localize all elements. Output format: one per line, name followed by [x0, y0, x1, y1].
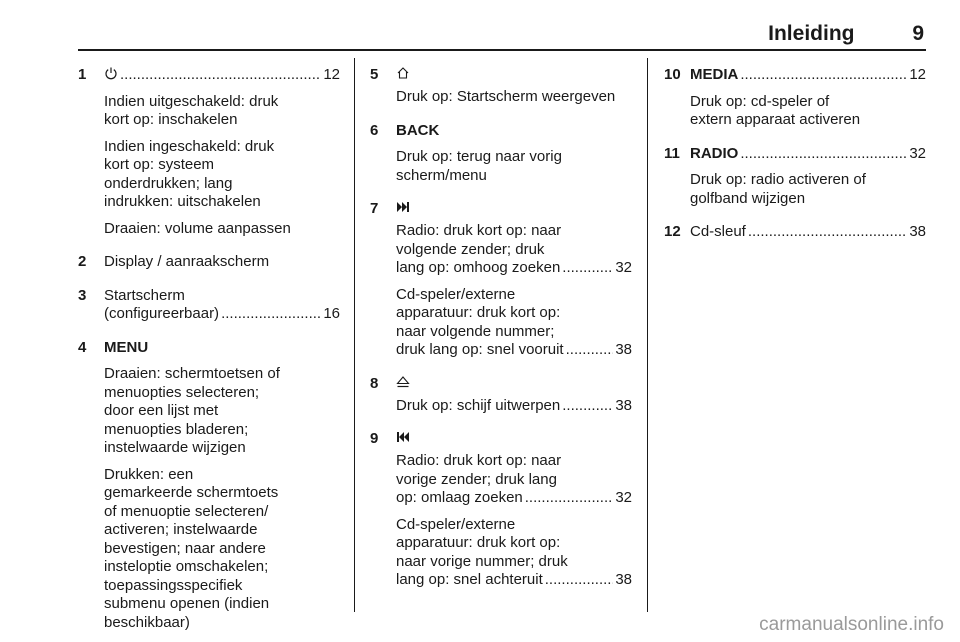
entry-1 — [78, 58, 340, 238]
page-reference[interactable]: 32 — [909, 144, 926, 162]
entry-number: 10 — [664, 66, 681, 83]
description — [78, 365, 340, 458]
text-line: Indien uitgeschakeld: druk — [104, 92, 279, 110]
text-line: druk lang op: snel vooruit — [396, 341, 564, 358]
text-line: Drukken: een — [104, 465, 194, 483]
entry-text: Cd-sleuf — [690, 223, 746, 240]
description — [370, 88, 632, 107]
description — [78, 93, 340, 130]
text-line: Druk op: terug naar vorig — [396, 148, 562, 165]
description — [370, 222, 632, 278]
text-line: gemarkeerde schermtoets — [104, 484, 279, 501]
text-line: door een lijst met — [104, 402, 219, 419]
entry-number: 1 — [78, 66, 87, 83]
description — [664, 171, 926, 208]
page-reference[interactable]: 32 — [615, 259, 632, 276]
button-label: MENU — [104, 338, 149, 356]
text-line: naar volgende nummer; — [396, 322, 555, 340]
text-line: vorige zender; druk lang — [396, 470, 557, 488]
text-line: Cd-speler/externe — [396, 515, 516, 533]
page-reference[interactable]: 16 — [323, 305, 340, 322]
entry-text: Startscherm — [104, 286, 185, 304]
entry-number: 6 — [370, 121, 379, 139]
entry-number: 3 — [78, 286, 87, 304]
entry-number: 12 — [664, 223, 681, 240]
page-reference[interactable]: 32 — [615, 489, 632, 506]
text-line: scherm/menu — [396, 166, 487, 184]
description — [78, 220, 340, 239]
text-line: Draaien: schermtoetsen of — [104, 365, 280, 382]
watermark: carmanualsonline.info — [759, 614, 944, 635]
column-3 — [664, 58, 926, 249]
description — [664, 93, 926, 130]
button-label: BACK — [396, 121, 440, 139]
page-reference[interactable]: 38 — [615, 571, 632, 588]
text-line: submenu openen (indien — [104, 595, 270, 612]
column-divider-2 — [647, 58, 648, 612]
page-header — [768, 22, 924, 46]
text-line: Cd-speler/externe — [396, 285, 516, 303]
next-track-icon — [396, 200, 410, 214]
text-line: Druk op: cd-speler of — [690, 92, 830, 110]
text-line: activeren; instelwaarde — [104, 521, 258, 538]
text-line: golfband wijzigen — [690, 189, 806, 207]
entry-10 — [664, 58, 926, 130]
entry-9 — [370, 422, 632, 590]
eject-icon — [396, 375, 410, 389]
text-line: lang op: omhoog zoeken — [396, 259, 561, 276]
power-icon — [104, 66, 118, 80]
text-line: Radio: druk kort op: naar — [396, 452, 562, 469]
page-reference[interactable]: 12 — [909, 66, 926, 83]
page-reference[interactable]: 12 — [323, 66, 340, 83]
entry-2 — [78, 245, 340, 272]
entry-number: 2 — [78, 253, 87, 270]
text-line: of menuoptie selecteren/ — [104, 502, 269, 520]
text-line: op: omlaag zoeken — [396, 489, 523, 506]
text-line: onderdrukken; lang — [104, 174, 233, 192]
text-line: Draaien: volume aanpassen — [104, 219, 291, 237]
entry-7 — [370, 192, 632, 360]
description — [370, 452, 632, 508]
text-line: menuopties selecteren; — [104, 383, 260, 401]
text-line: instelwaarde wijzigen — [104, 439, 246, 456]
home-icon — [396, 66, 410, 80]
text-line: kort op: systeem — [104, 156, 215, 173]
text-line: kort op: inschakelen — [104, 111, 238, 128]
text-line: lang op: snel achteruit — [396, 571, 543, 588]
entry-text: (configureerbaar) — [104, 305, 220, 322]
entry-number: 9 — [370, 430, 379, 447]
description — [370, 148, 632, 185]
previous-track-icon — [396, 430, 410, 444]
text-line: indrukken: uitschakelen — [104, 193, 261, 210]
description — [370, 516, 632, 590]
entry-4 — [78, 331, 340, 633]
entry-number: 5 — [370, 66, 379, 83]
column-1 — [78, 58, 340, 639]
text-line: Radio: druk kort op: naar — [396, 222, 562, 239]
column-2 — [370, 58, 632, 597]
text-line: insteloptie omschakelen; — [104, 558, 269, 575]
entry-8 — [370, 367, 632, 416]
text-line: apparatuur: druk kort op: — [396, 534, 561, 551]
header-rule — [78, 49, 926, 51]
entry-number: 8 — [370, 374, 379, 392]
entry-11 — [664, 137, 926, 209]
page-number: 9 — [912, 22, 924, 45]
text-line: menuopties bladeren; — [104, 420, 249, 438]
text-line: volgende zender; druk — [396, 240, 545, 258]
text-line: naar vorige nummer; druk — [396, 552, 568, 570]
page-reference[interactable]: 38 — [909, 223, 926, 240]
page-reference[interactable]: 38 — [615, 341, 632, 358]
page-reference[interactable]: 38 — [615, 396, 632, 414]
text-line: Druk op: Startscherm weergeven — [396, 88, 616, 105]
text-line: Indien ingeschakeld: druk — [104, 137, 275, 155]
entry-number: 11 — [664, 144, 680, 162]
description — [370, 397, 632, 416]
text-line: Druk op: schijf uitwerpen — [396, 396, 561, 414]
page-title: Inleiding — [768, 22, 855, 45]
entry-12 — [664, 215, 926, 242]
text-line: Druk op: radio activeren of — [690, 171, 866, 188]
description — [78, 138, 340, 212]
entry-6 — [370, 114, 632, 186]
description — [370, 286, 632, 360]
entry-5 — [370, 58, 632, 107]
entry-number: 4 — [78, 338, 87, 356]
button-label: MEDIA — [690, 66, 739, 83]
text-line: toepassingsspecifiek — [104, 576, 243, 594]
button-label: RADIO — [690, 144, 739, 162]
column-divider-1 — [354, 58, 355, 612]
description — [78, 466, 340, 633]
entry-text: Display / aanraakscherm — [104, 253, 270, 270]
entry-3 — [78, 279, 340, 324]
text-line: extern apparaat activeren — [690, 111, 861, 128]
entry-number: 7 — [370, 200, 379, 217]
text-line: apparatuur: druk kort op: — [396, 304, 561, 321]
text-line: bevestigen; naar andere — [104, 539, 266, 557]
text-line: beschikbaar) — [104, 613, 190, 631]
